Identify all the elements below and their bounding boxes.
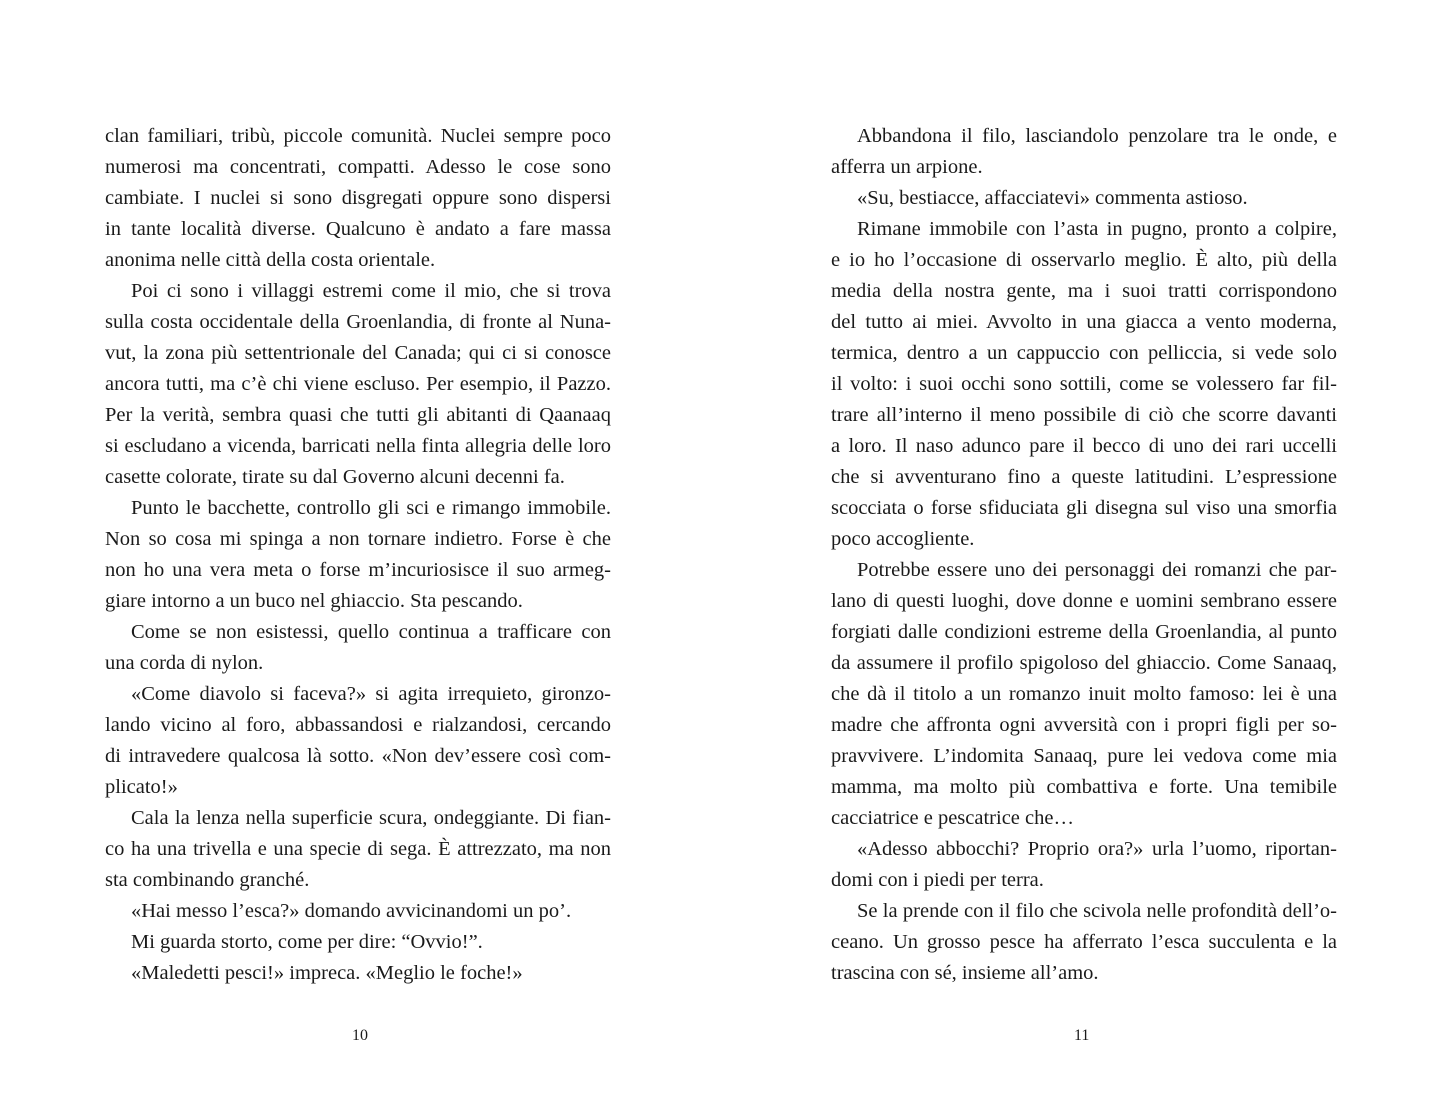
text-line: una corda di nylon. xyxy=(105,652,264,674)
text-line: Non so cosa mi spinga a non tornare indietro. Forse è che xyxy=(105,528,611,550)
left-page xyxy=(0,0,722,1108)
text-line: «Hai messo l’esca?» domando avvicinandomi un po’. xyxy=(131,900,572,922)
text-line: clan familiari, tribù, piccole comunità. Nuclei sempre poco xyxy=(105,125,611,147)
left-page-text xyxy=(105,121,611,989)
text-line: plicato!» xyxy=(105,776,178,798)
text-line: Mi guarda storto, come per dire: “Ovvio!”. xyxy=(131,931,483,953)
text-line: in tante località diverse. Qualcuno è andato a fare massa xyxy=(105,218,611,240)
text-line: madre che affronta ogni avversità con i propri figli per so- xyxy=(831,714,1337,736)
text-line: sta combinando granché. xyxy=(105,869,310,891)
text-line: Per la verità, sembra quasi che tutti gli abitanti di Qaanaaq xyxy=(105,404,611,426)
text-line: casette colorate, tirate su dal Governo alcuni decenni fa. xyxy=(105,466,565,488)
text-line: trascina con sé, insieme all’amo. xyxy=(831,962,1099,984)
text-line: e io ho l’occasione di osservarlo meglio. È alto, più della xyxy=(831,249,1337,271)
text-line: poco accogliente. xyxy=(831,528,975,550)
text-line: che dà il titolo a un romanzo inuit molto famoso: lei è una xyxy=(831,683,1337,705)
text-line: Come se non esistessi, quello continua a trafficare con xyxy=(131,621,611,643)
text-line: di intravedere qualcosa là sotto. «Non dev’essere così com- xyxy=(105,745,611,767)
text-line: Punto le bacchette, controllo gli sci e rimango immobile. xyxy=(131,497,611,519)
text-line: a loro. Il naso adunco pare il becco di uno dei rari uccelli xyxy=(831,435,1337,457)
text-line: pravvivere. L’indomita Sanaaq, pure lei vedova come mia xyxy=(831,745,1337,767)
text-line: lando vicino al foro, abbassandosi e rialzandosi, cercando xyxy=(105,714,611,736)
text-line: scocciata o forse sfiduciata gli disegna sul viso una smorfia xyxy=(831,497,1337,519)
text-line: cacciatrice e pescatrice che… xyxy=(831,807,1074,829)
text-line: lano di questi luoghi, dove donne e uomini sembrano essere xyxy=(831,590,1337,612)
text-line: Abbandona il filo, lasciandolo penzolare tra le onde, e xyxy=(857,125,1337,147)
text-line: ancora tutti, ma c’è chi viene escluso. Per esempio, il Pazzo. xyxy=(105,373,611,395)
text-line: anonima nelle città della costa orientale. xyxy=(105,249,436,271)
text-line: media della nostra gente, ma i suoi tratti corrispondono xyxy=(831,280,1337,302)
text-line: termica, dentro a un cappuccio con pelliccia, si vede solo xyxy=(831,342,1337,364)
text-line: domi con i piedi per terra. xyxy=(831,869,1044,891)
text-line: vut, la zona più settentrionale del Canada; qui ci si conosce xyxy=(105,342,611,364)
text-line: il volto: i suoi occhi sono sottili, come se volessero far fil- xyxy=(831,373,1337,395)
text-line: Se la prende con il filo che scivola nelle profondità dell’o- xyxy=(857,900,1337,922)
left-page-number: 10 xyxy=(352,1027,368,1044)
text-line: Poi ci sono i villaggi estremi come il mio, che si trova xyxy=(131,280,611,302)
text-line: Potrebbe essere uno dei personaggi dei romanzi che par- xyxy=(857,559,1337,581)
right-page-text xyxy=(831,121,1337,989)
text-line: del tutto ai miei. Avvolto in una giacca a vento moderna, xyxy=(831,311,1337,333)
text-line: giare intorno a un buco nel ghiaccio. Sta pescando. xyxy=(105,590,523,612)
text-line: che si avventurano fino a queste latitudini. L’espressione xyxy=(831,466,1337,488)
text-line: «Su, bestiacce, affacciatevi» commenta astioso. xyxy=(857,187,1248,209)
text-line: co ha una trivella e una specie di sega. È attrezzato, ma non xyxy=(105,838,611,860)
text-line: «Come diavolo si faceva?» si agita irrequieto, gironzo- xyxy=(131,683,611,705)
text-line: sulla costa occidentale della Groenlandia, di fronte al Nuna- xyxy=(105,311,611,333)
text-line: ceano. Un grosso pesce ha afferrato l’esca succulenta e la xyxy=(831,931,1337,953)
text-line: cambiate. I nuclei si sono disgregati oppure sono dispersi xyxy=(105,187,611,209)
text-line: da assumere il profilo spigoloso del ghiaccio. Come Sanaaq, xyxy=(831,652,1337,674)
text-line: si escludano a vicenda, barricati nella finta allegria delle loro xyxy=(105,435,611,457)
right-page-number: 11 xyxy=(1074,1027,1090,1044)
text-line: Cala la lenza nella superficie scura, ondeggiante. Di fian- xyxy=(131,807,611,829)
text-line: non ho una vera meta o forse m’incuriosisce il suo armeg- xyxy=(105,559,611,581)
text-line: mamma, ma molto più combattiva e forte. Una temibile xyxy=(831,776,1337,798)
text-line: «Adesso abbocchi? Proprio ora?» urla l’uomo, riportan- xyxy=(857,838,1337,860)
text-line: numerosi ma concentrati, compatti. Adesso le cose sono xyxy=(105,156,611,178)
right-page xyxy=(723,0,1445,1108)
text-line: forgiati dalle condizioni estreme della Groenlandia, al punto xyxy=(831,621,1337,643)
text-line: trare all’interno il meno possibile di ciò che scorre davanti xyxy=(831,404,1337,426)
text-line: afferra un arpione. xyxy=(831,156,983,178)
text-line: «Maledetti pesci!» impreca. «Meglio le foche!» xyxy=(131,962,523,984)
text-line: Rimane immobile con l’asta in pugno, pronto a colpire, xyxy=(857,218,1337,240)
